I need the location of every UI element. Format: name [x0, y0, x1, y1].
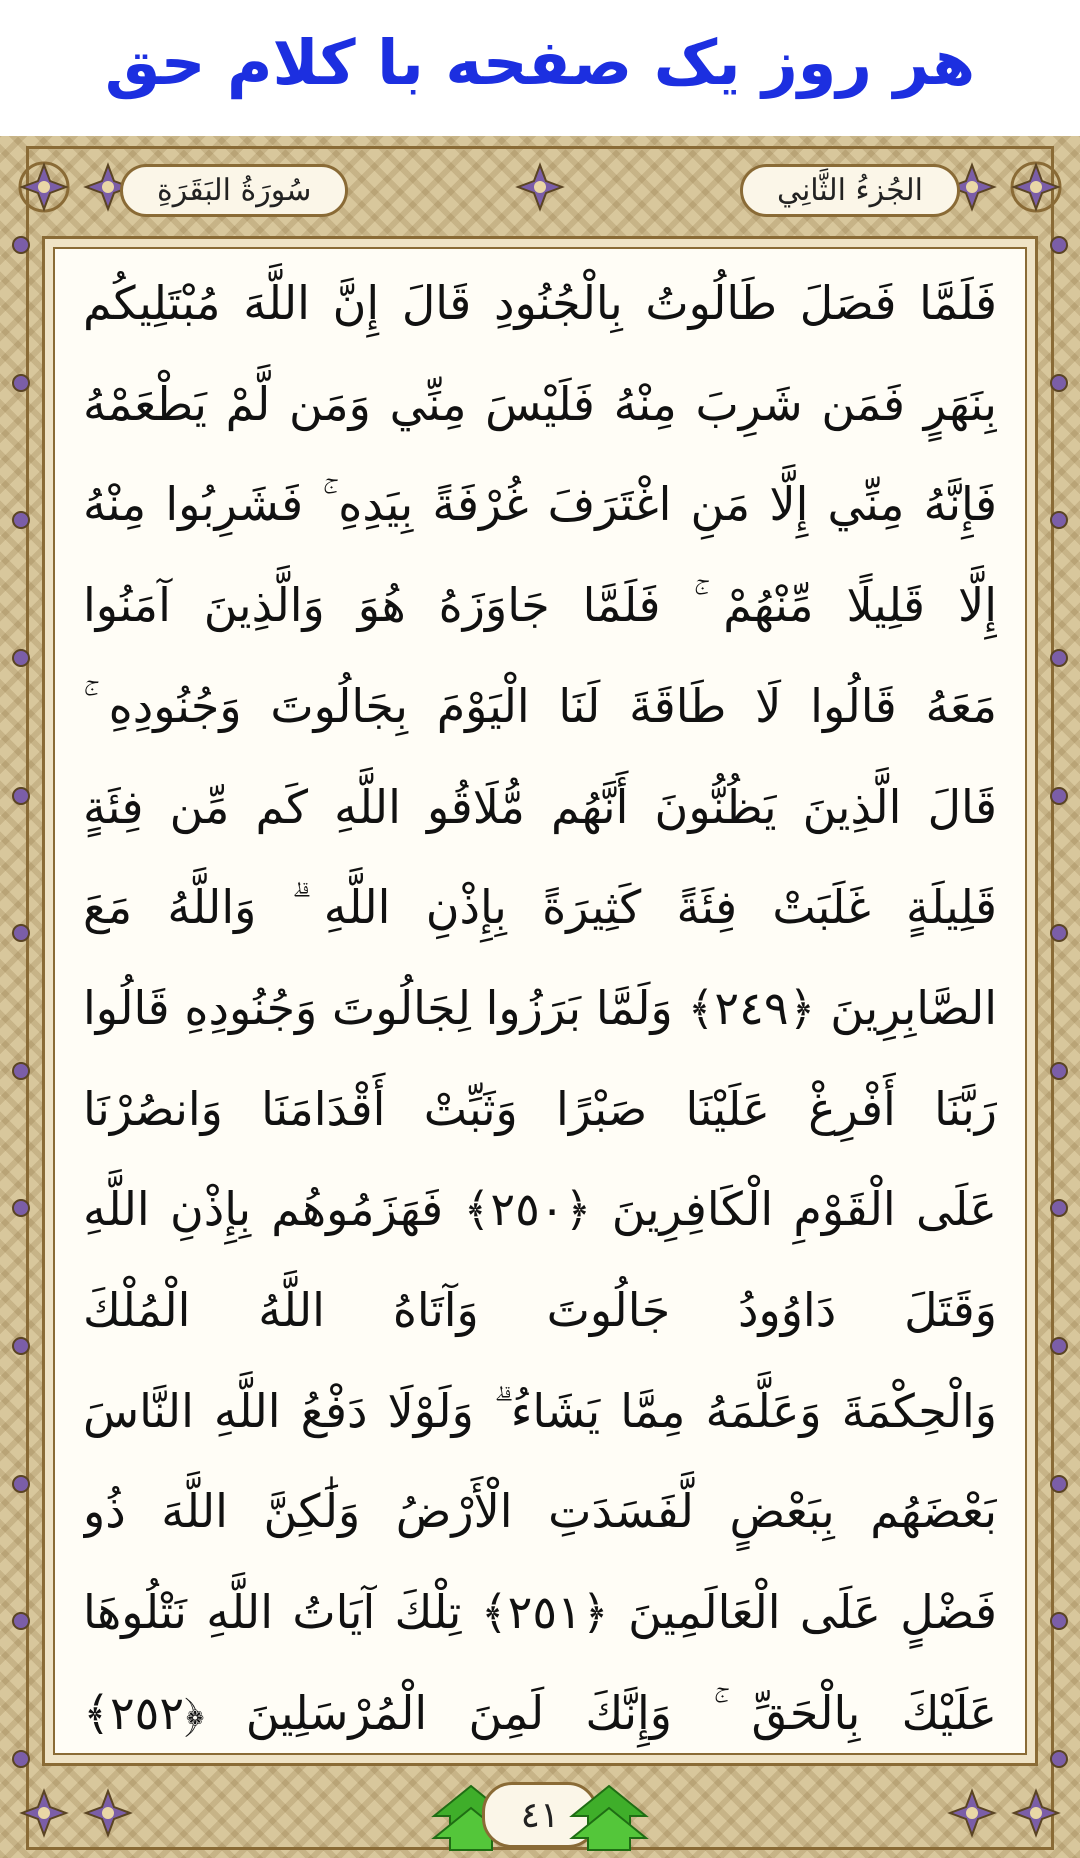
verse-line: فَلَمَّا فَصَلَ طَالُوتُ بِالْجُنُودِ قَالَ إِنَّ اللَّهَ مُبْتَلِيكُم: [83, 276, 997, 330]
verse-line: قَلِيلَةٍ غَلَبَتْ فِئَةً كَثِيرَةً بِإِذْنِ اللَّهِ ۗ وَاللَّهُ مَعَ: [83, 880, 997, 935]
next-page-button[interactable]: [566, 1782, 652, 1854]
double-chevron-up-icon: [566, 1782, 652, 1854]
verse-line: وَالْحِكْمَةَ وَعَلَّمَهُ مِمَّا يَشَاءُ ۗ وَلَوْلَا دَفْعُ اللَّهِ النَّاسَ: [83, 1383, 997, 1438]
rosette-ornament-icon: [940, 1781, 1004, 1845]
surah-name: سُورَةُ البَقَرَةِ: [120, 164, 348, 217]
page-footer: [0, 1766, 1080, 1858]
verse-line: قَالَ الَّذِينَ يَظُنُّونَ أَنَّهُم مُّلَاقُو اللَّهِ كَم مِّن فِئَةٍ: [83, 779, 997, 834]
verse-line: بِنَهَرٍ فَمَن شَرِبَ مِنْهُ فَلَيْسَ مِنِّي وَمَن لَّمْ يَطْعَمْهُ: [83, 376, 997, 431]
page-header: [120, 148, 960, 232]
verse-line: عَلَيْكَ بِالْحَقِّ ۚ وَإِنَّكَ لَمِنَ الْمُرْسَلِينَ ﴿٢٥٢﴾: [83, 1685, 997, 1740]
verse-line: فَضْلٍ عَلَى الْعَالَمِينَ ﴿٢٥١﴾ تِلْكَ آيَاتُ اللَّهِ نَتْلُوهَا: [83, 1585, 997, 1640]
top-banner: [0, 0, 1080, 132]
verse-line: بَعْضَهُم بِبَعْضٍ لَّفَسَدَتِ الْأَرْضُ وَلَٰكِنَّ اللَّهَ ذُو: [83, 1484, 997, 1539]
rosette-ornament-icon: [1004, 155, 1068, 219]
page-number: ٤١: [482, 1782, 598, 1848]
juz-name: الجُزءُ الثَّانِي: [740, 164, 960, 217]
verse-line: إِلَّا قَلِيلًا مِّنْهُمْ ۚ فَلَمَّا جَاوَزَهُ هُوَ وَالَّذِينَ آمَنُوا: [83, 578, 997, 633]
rosette-ornament-icon: [76, 1781, 140, 1845]
banner-title: هر روز یک صفحه با کلام حق: [104, 25, 976, 99]
verse-line: رَبَّنَا أَفْرِغْ عَلَيْنَا صَبْرًا وَثَبِّتْ أَقْدَامَنَا وَانصُرْنَا: [83, 1081, 997, 1136]
left-border-ornaments: [10, 236, 32, 1768]
verse-line: وَقَتَلَ دَاوُودُ جَالُوتَ وَآتَاهُ اللَّهُ الْمُلْكَ: [83, 1283, 997, 1338]
verse-panel: [42, 236, 1038, 1766]
verse-lines: [83, 263, 997, 1753]
right-border-ornaments: [1048, 236, 1070, 1768]
verse-line: مَعَهُ قَالُوا لَا طَاقَةَ لَنَا الْيَوْمَ بِجَالُوتَ وَجُنُودِهِ ۚ: [83, 678, 997, 733]
rosette-ornament-icon: [1004, 1781, 1068, 1845]
rosette-ornament-icon: [12, 155, 76, 219]
verse-line: الصَّابِرِينَ ﴿٢٤٩﴾ وَلَمَّا بَرَزُوا لِجَالُوتَ وَجُنُودِهِ قَالُوا: [83, 980, 997, 1035]
rosette-ornament-icon: [12, 1781, 76, 1845]
verse-line: عَلَى الْقَوْمِ الْكَافِرِينَ ﴿٢٥٠﴾ فَهَزَمُوهُم بِإِذْنِ اللَّهِ: [83, 1182, 997, 1237]
verse-line: فَإِنَّهُ مِنِّي إِلَّا مَنِ اغْتَرَفَ غُرْفَةً بِيَدِهِ ۚ فَشَرِبُوا مِنْهُ: [83, 477, 997, 532]
mushaf-page: [0, 136, 1080, 1858]
